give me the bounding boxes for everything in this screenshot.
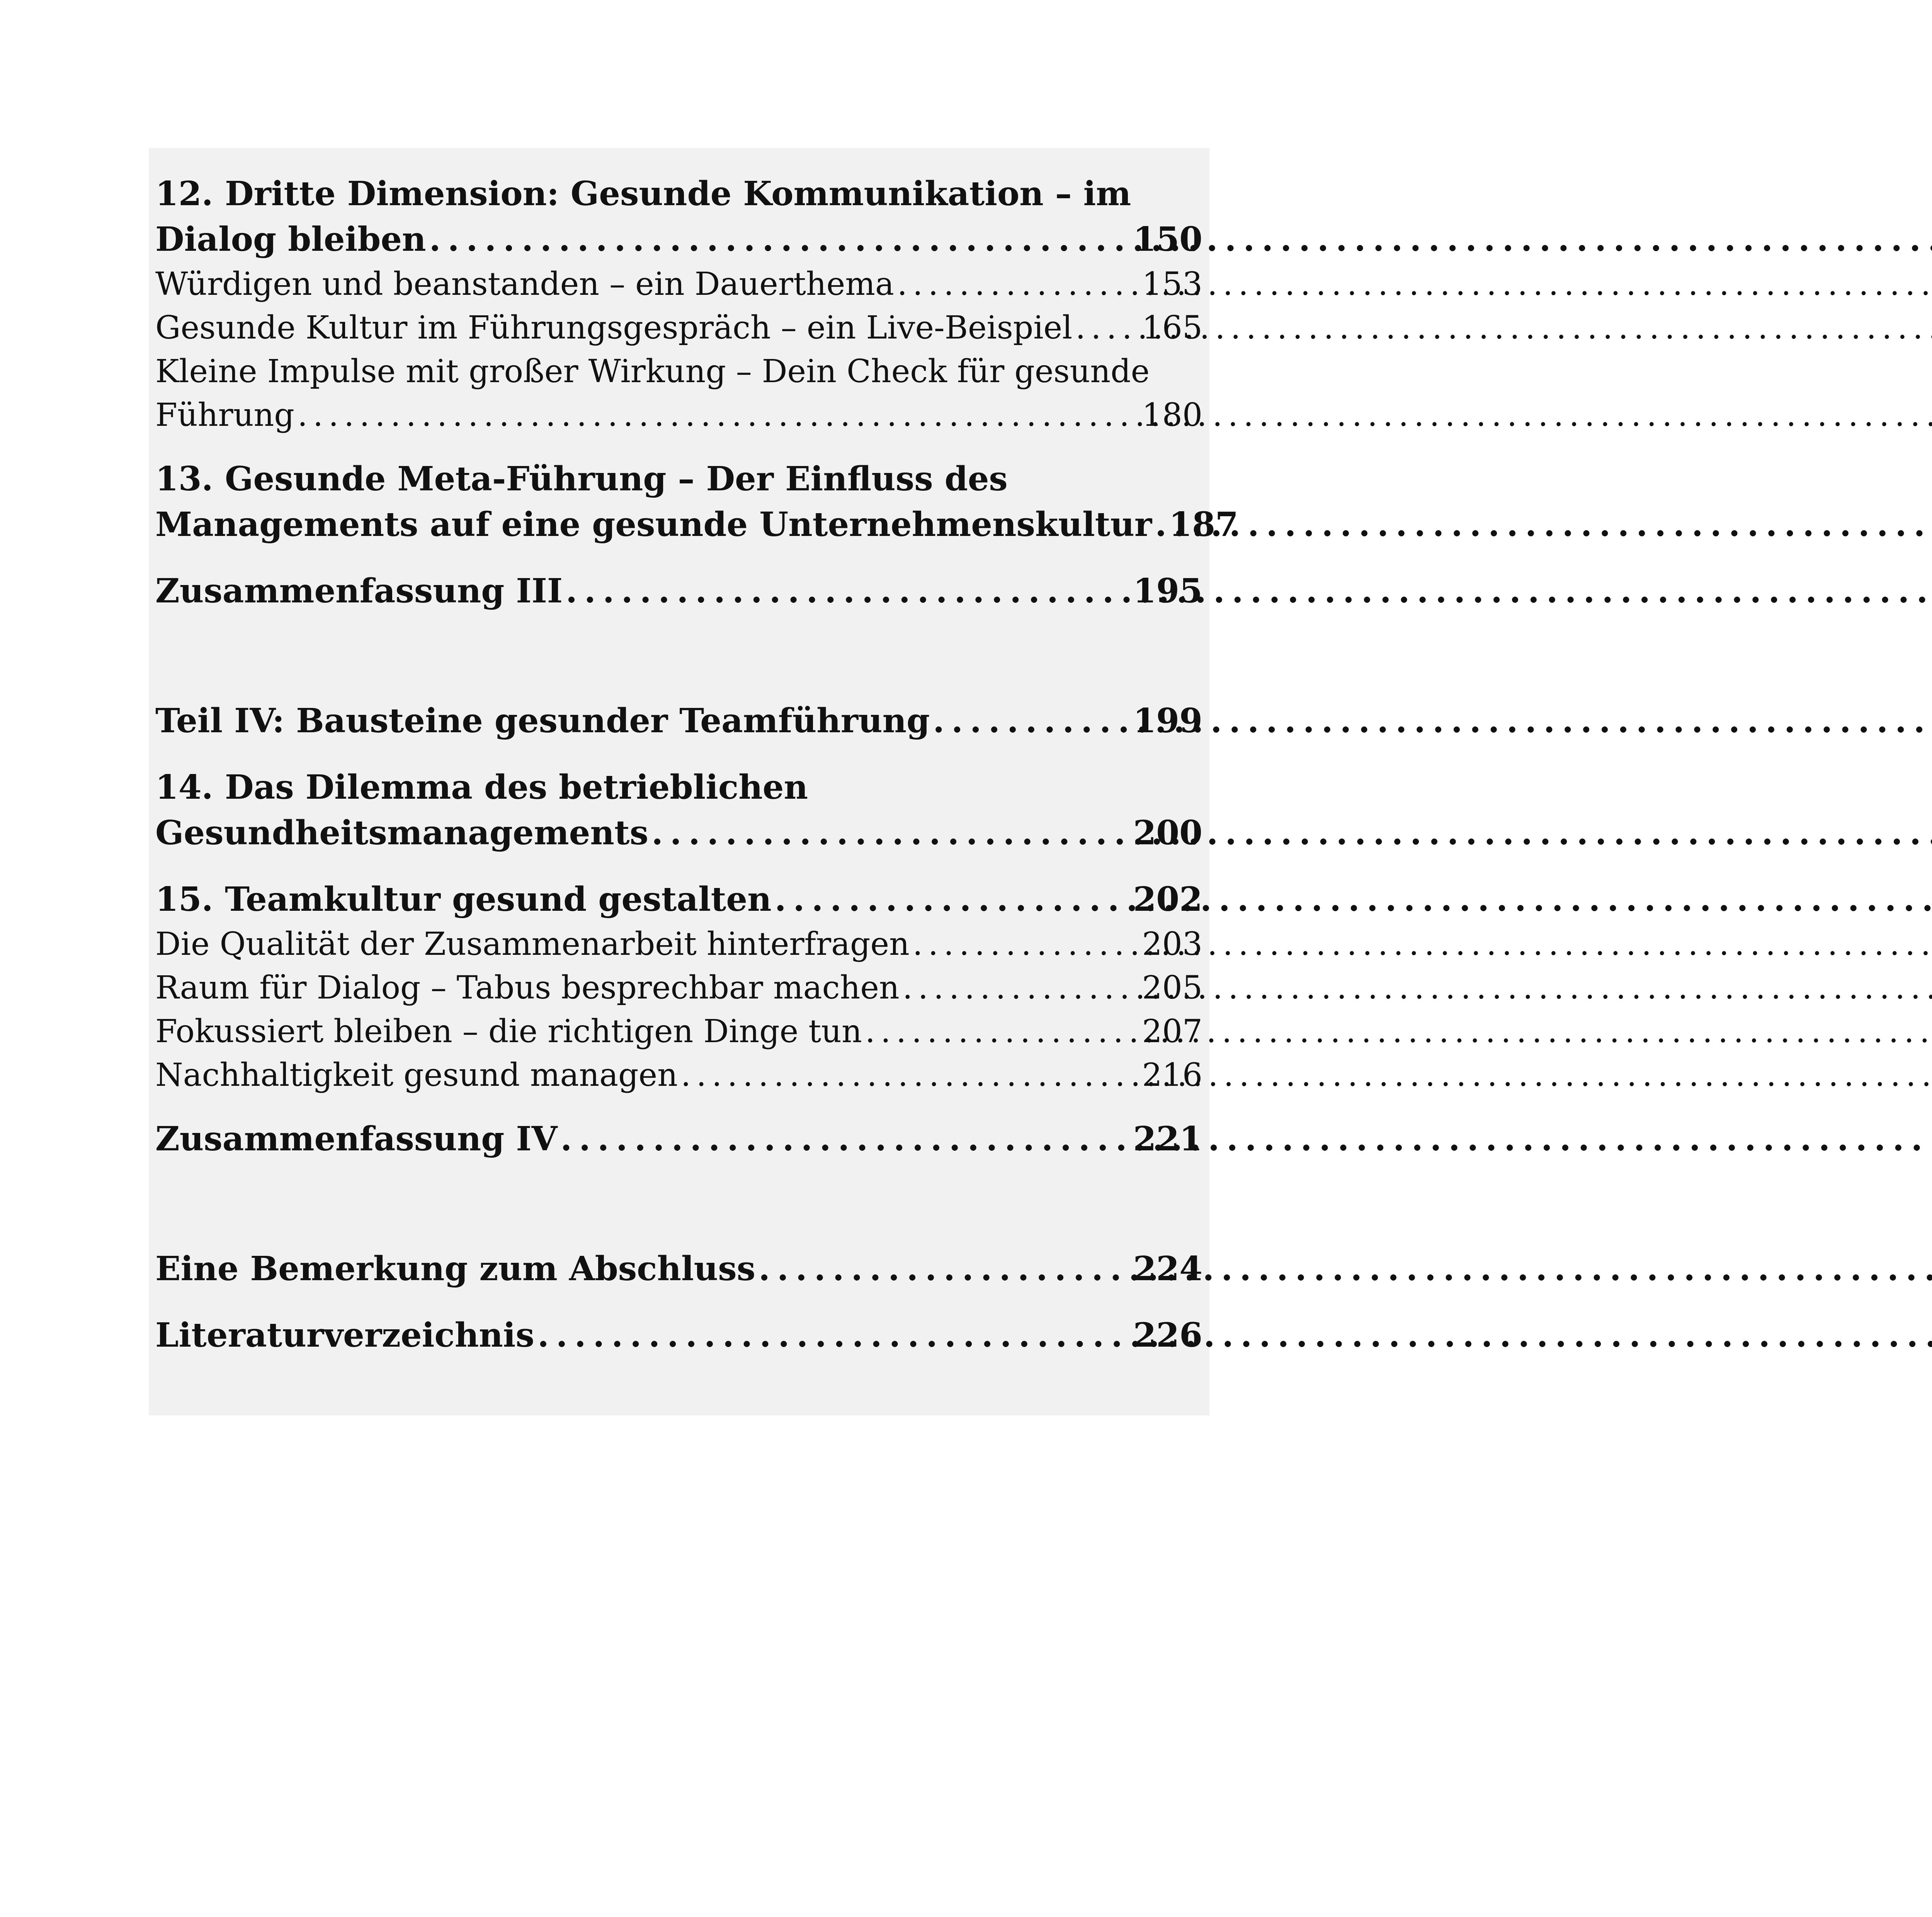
toc-entry-line [155, 1116, 1202, 1162]
dot-leader [298, 393, 1140, 437]
toc-page-number: 202 [1133, 880, 1202, 919]
toc-page-number: 165 [1142, 310, 1202, 346]
toc-summary-3[interactable] [155, 568, 1202, 614]
toc-subsection-title-line2: Führung [155, 397, 294, 434]
toc-chapter-13-title-line1: Gesunde Meta-Führung – Der Einfluss des [225, 459, 1008, 498]
dot-leader [1075, 306, 1139, 350]
toc-chapter-number: 12. [155, 174, 213, 213]
toc-subsection[interactable] [155, 350, 1202, 437]
toc-chapter-number: 14. [155, 768, 213, 807]
toc-page-number: 187 [1169, 505, 1238, 544]
spacer [155, 856, 1202, 877]
toc-page-number: 180 [1142, 397, 1202, 434]
toc-subsection-title: Gesunde Kultur im Führungsgespräch – ein Live-Beispiel [155, 310, 1073, 346]
toc-page-number: 207 [1142, 1013, 1202, 1050]
spacer [155, 1097, 1202, 1116]
toc-entry-line [155, 393, 1202, 437]
toc-chapter-12[interactable] [155, 171, 1202, 262]
toc-page-number: 199 [1133, 701, 1202, 740]
dot-leader [897, 262, 1140, 306]
toc-entry-line [155, 1246, 1202, 1292]
table-of-contents [149, 148, 1238, 1415]
toc-chapter-13-line2 [155, 502, 1238, 548]
toc-entry-line [155, 877, 1202, 922]
spacer [155, 1162, 1202, 1246]
toc-page-number: 150 [1133, 220, 1202, 259]
toc-page-number: 153 [1142, 266, 1202, 303]
toc-entry-line [155, 262, 1202, 306]
toc-subsection[interactable] [155, 1010, 1202, 1053]
toc-chapter-13-title [155, 456, 1202, 502]
toc-chapter-13[interactable] [155, 456, 1238, 548]
toc-entry-line [155, 1053, 1202, 1097]
toc-entry-line [155, 698, 1202, 744]
toc-chapter-12-title [155, 171, 1202, 217]
toc-summary-4-title: Zusammenfassung IV [155, 1119, 558, 1158]
dot-leader [560, 1116, 1131, 1162]
toc-chapter-12-title-line2: Dialog bleiben [155, 220, 426, 259]
toc-entry-line [155, 306, 1202, 350]
dot-leader [566, 568, 1131, 614]
toc-chapter-number: 15. [155, 880, 213, 919]
dot-leader [651, 810, 1131, 856]
toc-entry-line [155, 966, 1202, 1010]
dot-leader [759, 1246, 1131, 1292]
dot-leader [537, 1313, 1131, 1358]
toc-entry-line [155, 1313, 1202, 1358]
toc-page-number: 226 [1133, 1316, 1202, 1355]
toc-bibliography[interactable] [155, 1313, 1202, 1358]
toc-entry-line [155, 568, 1202, 614]
toc-part-4[interactable] [155, 698, 1202, 744]
toc-page-number: 205 [1142, 970, 1202, 1006]
dot-leader [933, 698, 1131, 744]
toc-chapter-15[interactable] [155, 877, 1202, 922]
dot-leader [865, 1010, 1140, 1053]
toc-chapter-14-line2 [155, 810, 1202, 856]
toc-chapter-15-title-text: Teamkultur gesund gestalten [225, 880, 772, 919]
toc-page-number: 224 [1133, 1249, 1202, 1288]
toc-chapter-12-title-line1: Dritte Dimension: Gesunde Kommunikation – im [225, 174, 1131, 213]
toc-summary-3-title: Zusammenfassung III [155, 572, 563, 611]
toc-entry-line [155, 922, 1202, 966]
toc-chapter-13-title-line2: Managements auf eine gesunde Unternehmenskultur [155, 505, 1152, 544]
toc-chapter-15-title [155, 877, 775, 922]
spacer [155, 744, 1202, 765]
toc-chapter-12-line2 [155, 217, 1202, 262]
spacer [155, 548, 1202, 568]
toc-subsection-title: Raum für Dialog – Tabus besprechbar machen [155, 970, 900, 1006]
toc-page-number: 216 [1142, 1057, 1202, 1094]
toc-page-number: 200 [1133, 813, 1202, 852]
spacer [155, 614, 1202, 698]
toc-subsection[interactable] [155, 262, 1202, 306]
toc-chapter-14-title-line2: Gesundheitsmanagements [155, 813, 649, 852]
toc-subsection-title-line1: Kleine Impulse mit großer Wirkung – Dein Check für gesunde [155, 353, 1150, 390]
dot-leader [1155, 502, 1167, 548]
dot-leader [429, 217, 1131, 262]
toc-chapter-14[interactable] [155, 765, 1202, 856]
toc-bibliography-title: Literaturverzeichnis [155, 1316, 534, 1355]
dot-leader [681, 1053, 1140, 1097]
toc-closing-remark[interactable] [155, 1246, 1202, 1292]
toc-page-number: 221 [1133, 1119, 1202, 1158]
toc-entry-line [155, 1010, 1202, 1053]
toc-closing-remark-title: Eine Bemerkung zum Abschluss [155, 1249, 756, 1288]
toc-subsection[interactable] [155, 966, 1202, 1010]
toc-page-number: 195 [1133, 572, 1202, 611]
toc-chapter-14-title [155, 765, 1202, 810]
toc-subsection[interactable] [155, 306, 1202, 350]
toc-subsection-title: Fokussiert bleiben – die richtigen Dinge tun [155, 1013, 862, 1050]
dot-leader [903, 966, 1140, 1010]
toc-part-4-title: Teil IV: Bausteine gesunder Teamführung [155, 701, 930, 740]
toc-chapter-14-title-line1: Das Dilemma des betrieblichen [225, 768, 808, 807]
spacer [155, 437, 1202, 456]
toc-subsection-title: Nachhaltigkeit gesund managen [155, 1057, 678, 1094]
toc-subsection-title: Würdigen und beanstanden – ein Dauerthema [155, 266, 894, 303]
dot-leader [775, 877, 1131, 922]
dot-leader [913, 922, 1140, 966]
toc-subsection-title: Die Qualität der Zusammenarbeit hinterfragen [155, 926, 910, 963]
toc-subsection[interactable] [155, 922, 1202, 966]
toc-page-number: 203 [1142, 926, 1202, 963]
toc-chapter-number: 13. [155, 459, 213, 498]
toc-summary-4[interactable] [155, 1116, 1202, 1162]
toc-subsection[interactable] [155, 1053, 1202, 1097]
spacer [155, 1292, 1202, 1313]
